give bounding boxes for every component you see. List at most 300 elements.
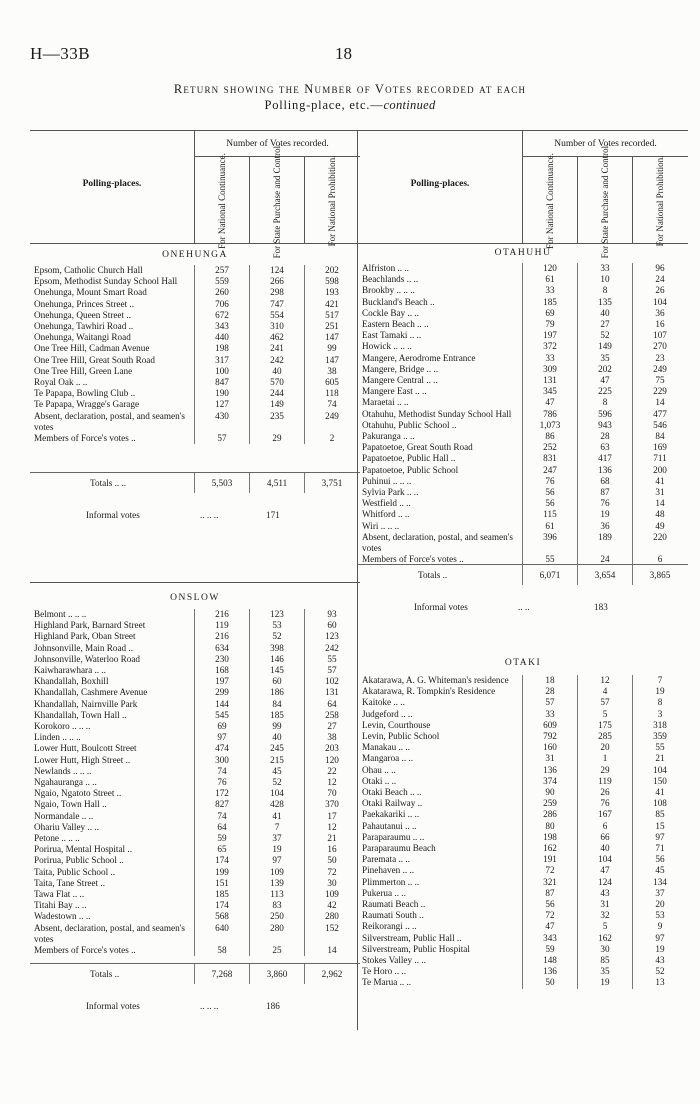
informal-value: 171 — [266, 510, 280, 520]
polling-place-name: Akatarawa, A. G. Whiteman's residence — [362, 675, 509, 685]
prohibition-votes: 27 — [304, 721, 359, 732]
prohibition-votes: 193 — [304, 287, 359, 298]
table-row — [358, 521, 688, 532]
prohibition-votes: 16 — [304, 844, 359, 855]
state-purchase-votes: 175 — [577, 720, 632, 731]
informal-dots: .. .. .. — [200, 510, 219, 520]
table-row — [30, 844, 360, 855]
col-heading-continuance-label: For National Continuance. — [217, 152, 227, 249]
col-heading-prohibition — [304, 157, 359, 244]
polling-place-name: Epsom, Methodist Sunday School Hall — [34, 276, 178, 287]
polling-place-name: Plimmerton .. .. — [362, 876, 420, 887]
page-ref: H—33B — [30, 44, 91, 63]
table-row — [358, 933, 688, 944]
polling-place-name: Mangere East .. .. — [362, 386, 427, 397]
state-purchase-votes: 104 — [577, 854, 632, 865]
continuance-votes: 61 — [522, 274, 577, 285]
state-purchase-votes: 97 — [249, 855, 304, 866]
state-purchase-votes: 8 — [577, 285, 632, 296]
prohibition-votes: 258 — [304, 710, 359, 721]
table-row — [358, 697, 688, 708]
polling-place-name: Porirua, Public School .. — [34, 855, 124, 866]
continuance-votes: 198 — [194, 343, 249, 354]
informal-label: Informal votes — [86, 1001, 140, 1011]
state-purchase-votes: 225 — [577, 386, 632, 397]
table-row — [358, 865, 688, 876]
table-row — [30, 654, 360, 665]
state-purchase-votes: 123 — [249, 609, 304, 620]
onslow-rows — [30, 609, 360, 956]
state-purchase-votes: 570 — [249, 377, 304, 388]
state-purchase-votes: 32 — [577, 910, 632, 921]
prohibition-votes: 477 — [632, 409, 687, 420]
prohibition-votes: 104 — [632, 297, 687, 308]
continuance-votes: 80 — [522, 821, 577, 832]
polling-place-name: Members of Force's votes .. — [34, 433, 136, 444]
prohibition-votes: 120 — [304, 755, 359, 766]
prohibition-votes: 22 — [304, 766, 359, 777]
continuance-votes: 136 — [522, 765, 577, 776]
state-purchase-votes: 167 — [577, 809, 632, 820]
table-row — [30, 321, 360, 332]
state-purchase-votes: 8 — [577, 397, 632, 408]
polling-place-name: Manakau .. .. — [362, 742, 410, 753]
table-row — [30, 732, 360, 743]
polling-place-name: Belmont .. .. .. — [34, 609, 87, 619]
table-row — [30, 799, 360, 810]
continuance-votes: 64 — [194, 822, 249, 833]
continuance-votes: 847 — [194, 377, 249, 388]
polling-place-name: Members of Force's votes .. — [362, 554, 464, 565]
prohibition-votes: 96 — [632, 263, 687, 274]
polling-place-name: Levin, Courthouse — [362, 719, 431, 730]
prohibition-votes: 147 — [304, 355, 359, 366]
state-purchase-votes: 215 — [249, 755, 304, 766]
state-purchase-votes: 149 — [577, 341, 632, 352]
continuance-votes: 190 — [194, 388, 249, 399]
table-row — [358, 442, 688, 453]
polling-place-name: Khandallah, Boxhill — [34, 676, 109, 687]
prohibition-votes: 13 — [632, 977, 687, 988]
table-row — [358, 944, 688, 955]
continuance-votes: 545 — [194, 710, 249, 721]
informal-value: 183 — [594, 602, 608, 612]
totals-state: 3,654 — [577, 565, 632, 585]
prohibition-votes: 8 — [632, 697, 687, 708]
polling-place-name: Otahuhu, Public School .. — [362, 419, 457, 430]
state-purchase-votes: 4 — [577, 686, 632, 697]
prohibition-votes: 36 — [632, 308, 687, 319]
table-row — [358, 776, 688, 787]
state-purchase-votes: 202 — [577, 364, 632, 375]
state-purchase-votes: 596 — [577, 409, 632, 420]
polling-place-name: Tawa Flat .. .. — [34, 889, 85, 900]
prohibition-votes: 118 — [304, 388, 359, 399]
table-row — [30, 833, 360, 844]
polling-place-name: Silverstream, Public Hospital — [362, 943, 470, 954]
table-row — [30, 332, 360, 343]
table-row — [30, 699, 360, 710]
polling-place-name: Johnsonville, Waterloo Road — [34, 653, 141, 664]
state-purchase-votes: 113 — [249, 889, 304, 900]
continuance-votes: 56 — [522, 487, 577, 498]
prohibition-votes: 23 — [632, 353, 687, 364]
continuance-votes: 69 — [522, 308, 577, 319]
col-heading-state-purchase — [577, 143, 632, 258]
prohibition-votes: 74 — [304, 399, 359, 410]
prohibition-votes: 12 — [304, 822, 359, 833]
informal-dots: .. .. .. — [200, 1001, 219, 1011]
state-purchase-votes: 24 — [577, 554, 632, 565]
state-purchase-votes: 83 — [249, 900, 304, 911]
polling-place-name: Epsom, Catholic Church Hall — [34, 265, 143, 275]
prohibition-votes: 9 — [632, 921, 687, 932]
polling-place-name: Ohariu Valley .. .. — [34, 821, 99, 832]
polling-place-name: Buckland's Beach .. — [362, 296, 435, 307]
table-row — [30, 411, 360, 433]
state-purchase-votes: 266 — [249, 276, 304, 287]
state-purchase-votes: 189 — [577, 532, 632, 554]
state-purchase-votes: 162 — [577, 933, 632, 944]
prohibition-votes: 14 — [632, 397, 687, 408]
section-heading-onehunga: ONEHUNGA — [162, 250, 228, 260]
table-row — [358, 274, 688, 285]
totals-continuance: 6,071 — [522, 565, 577, 585]
state-purchase-votes: 76 — [577, 798, 632, 809]
prohibition-votes: 93 — [304, 609, 359, 620]
table-row — [358, 330, 688, 341]
table-row — [358, 319, 688, 330]
polling-places-heading: Polling-places. — [82, 179, 142, 189]
state-purchase-votes: 5 — [577, 921, 632, 932]
polling-place-name: Te Marua .. .. — [362, 977, 412, 988]
prohibition-votes: 203 — [304, 743, 359, 754]
continuance-votes: 172 — [194, 788, 249, 799]
state-purchase-votes: 66 — [577, 832, 632, 843]
state-purchase-votes: 63 — [577, 442, 632, 453]
prohibition-votes: 53 — [632, 910, 687, 921]
informal-dots: .. .. — [518, 602, 530, 612]
polling-place-name: Levin, Public School — [362, 731, 440, 742]
polling-place-name: Sylvia Park .. .. — [362, 487, 419, 498]
state-purchase-votes: 53 — [249, 620, 304, 631]
continuance-votes: 247 — [522, 465, 577, 476]
table-row — [30, 388, 360, 399]
state-purchase-votes: 45 — [249, 766, 304, 777]
polling-place-name: Newlands .. .. .. — [34, 765, 92, 776]
polling-place-name: Puhinui .. .. .. — [362, 475, 412, 486]
state-purchase-votes: 33 — [577, 263, 632, 274]
col-heading-state-purchase-label: For State Purchase and Control. — [272, 143, 282, 258]
state-purchase-votes: 37 — [249, 833, 304, 844]
state-purchase-votes: 7 — [249, 822, 304, 833]
prohibition-votes: 14 — [632, 498, 687, 509]
continuance-votes: 136 — [522, 966, 577, 977]
table-row — [358, 809, 688, 820]
state-purchase-votes: 25 — [249, 945, 304, 956]
prohibition-votes: 38 — [304, 732, 359, 743]
prohibition-votes: 72 — [304, 867, 359, 878]
totals-label: Totals .. .. — [90, 478, 127, 488]
state-purchase-votes: 36 — [577, 521, 632, 532]
state-purchase-votes: 136 — [577, 465, 632, 476]
prohibition-votes: 229 — [632, 386, 687, 397]
state-purchase-votes: 29 — [577, 765, 632, 776]
continuance-votes: 343 — [194, 321, 249, 332]
state-purchase-votes: 47 — [577, 865, 632, 876]
prohibition-votes: 75 — [632, 375, 687, 386]
prohibition-votes: 152 — [304, 923, 359, 945]
state-purchase-votes: 30 — [577, 944, 632, 955]
continuance-votes: 568 — [194, 911, 249, 922]
prohibition-votes: 41 — [632, 787, 687, 798]
prohibition-votes: 21 — [304, 833, 359, 844]
prohibition-votes: 202 — [304, 265, 359, 276]
totals-prohibition: 2,962 — [304, 964, 359, 984]
prohibition-votes: 19 — [632, 944, 687, 955]
table-row — [30, 643, 360, 654]
polling-place-name: Kaitoke .. .. — [362, 697, 405, 708]
table-row — [358, 899, 688, 910]
prohibition-votes: 546 — [632, 420, 687, 431]
continuance-votes: 174 — [194, 900, 249, 911]
table-row — [30, 822, 360, 833]
onslow-totals-row — [30, 963, 360, 984]
continuance-votes: 185 — [194, 889, 249, 900]
prohibition-votes: 147 — [304, 332, 359, 343]
table-row — [358, 709, 688, 720]
state-purchase-votes: 40 — [577, 308, 632, 319]
state-purchase-votes: 417 — [577, 453, 632, 464]
continuance-votes: 792 — [522, 731, 577, 742]
polling-place-name: Alfriston .. .. — [362, 263, 409, 273]
table-row — [358, 731, 688, 742]
table-row — [358, 509, 688, 520]
table-row — [358, 341, 688, 352]
polling-place-name: Pahautanui .. .. — [362, 820, 417, 831]
prohibition-votes: 131 — [304, 687, 359, 698]
prohibition-votes: 85 — [632, 809, 687, 820]
polling-place-name: Absent, declaration, postal, and seamen's votes — [34, 922, 185, 944]
state-purchase-votes: 245 — [249, 743, 304, 754]
table-row — [30, 923, 360, 945]
table-row — [358, 798, 688, 809]
state-purchase-votes: 76 — [577, 498, 632, 509]
polling-place-name: Brookby .. .. .. — [362, 285, 415, 296]
polling-place-name: Highland Park, Barnard Street — [34, 620, 146, 631]
state-purchase-votes: 398 — [249, 643, 304, 654]
table-row — [30, 721, 360, 732]
prohibition-votes: 60 — [304, 620, 359, 631]
polling-place-name: Maraetai .. .. — [362, 397, 409, 408]
section-heading-otaki: OTAKI — [504, 658, 542, 668]
state-purchase-votes: 29 — [249, 433, 304, 444]
polling-place-name: Porirua, Mental Hospital .. — [34, 844, 132, 855]
table-row — [358, 453, 688, 464]
totals-continuance: 5,503 — [194, 473, 249, 493]
polling-place-name: Ohau .. .. — [362, 764, 396, 775]
table-row — [358, 966, 688, 977]
continuance-votes: 634 — [194, 643, 249, 654]
continuance-votes: 185 — [522, 297, 577, 308]
polling-place-name: Te Papapa, Bowling Club .. — [34, 388, 136, 399]
state-purchase-votes: 242 — [249, 355, 304, 366]
polling-place-name: Korokoro .. .. .. — [34, 721, 91, 732]
prohibition-votes: 109 — [304, 889, 359, 900]
continuance-votes: 309 — [522, 364, 577, 375]
continuance-votes: 198 — [522, 832, 577, 843]
continuance-votes: 57 — [194, 433, 249, 444]
polling-place-name: Taita, Tane Street .. — [34, 877, 105, 888]
polling-place-name: Royal Oak .. .. — [34, 377, 88, 388]
prohibition-votes: 7 — [632, 675, 687, 686]
polling-place-name: Judgeford .. .. — [362, 708, 413, 719]
prohibition-votes: 26 — [632, 285, 687, 296]
continuance-votes: 321 — [522, 877, 577, 888]
polling-place-name: Mangere, Aerodrome Entrance — [362, 352, 476, 363]
right-table-column — [357, 130, 687, 1030]
table-row — [358, 753, 688, 764]
prohibition-votes: 57 — [304, 665, 359, 676]
continuance-votes: 57 — [522, 697, 577, 708]
continuance-votes: 300 — [194, 755, 249, 766]
polling-place-name: Beachlands .. .. — [362, 274, 419, 285]
continuance-votes: 286 — [522, 809, 577, 820]
state-purchase-votes: 60 — [249, 676, 304, 687]
state-purchase-votes: 943 — [577, 420, 632, 431]
table-row — [30, 631, 360, 642]
prohibition-votes: 12 — [304, 777, 359, 788]
state-purchase-votes: 40 — [249, 366, 304, 377]
prohibition-votes: 50 — [304, 855, 359, 866]
table-row — [30, 945, 360, 956]
state-purchase-votes: 285 — [577, 731, 632, 742]
state-purchase-votes: 28 — [577, 431, 632, 442]
polling-place-name: Whitford .. .. — [362, 509, 410, 520]
polling-place-name: East Tamaki .. .. — [362, 330, 422, 341]
prohibition-votes: 37 — [632, 888, 687, 899]
polling-place-name: Paekakariki .. .. — [362, 809, 420, 820]
continuance-votes: 374 — [522, 776, 577, 787]
section-heading-onslow: ONSLOW — [170, 593, 220, 603]
prohibition-votes: 52 — [632, 966, 687, 977]
table-row — [358, 386, 688, 397]
table-row — [30, 665, 360, 676]
polling-place-name: One Tree Hill, Cadman Avenue — [34, 343, 150, 354]
totals-prohibition: 3,751 — [304, 473, 359, 493]
table-row — [30, 743, 360, 754]
state-purchase-votes: 57 — [577, 697, 632, 708]
state-purchase-votes: 20 — [577, 742, 632, 753]
state-purchase-votes: 149 — [249, 399, 304, 410]
table-row — [358, 955, 688, 966]
polling-place-name: Akatarawa, R. Tompkin's Residence — [362, 686, 496, 697]
table-row — [358, 476, 688, 487]
continuance-votes: 115 — [522, 509, 577, 520]
prohibition-votes: 318 — [632, 720, 687, 731]
state-purchase-votes: 40 — [577, 843, 632, 854]
prohibition-votes: 359 — [632, 731, 687, 742]
table-row — [358, 308, 688, 319]
state-purchase-votes: 186 — [249, 687, 304, 698]
totals-continuance: 7,268 — [194, 964, 249, 984]
table-row — [358, 686, 688, 697]
state-purchase-votes: 12 — [577, 675, 632, 686]
table-row — [358, 397, 688, 408]
polling-place-name: Mangere, Bridge .. .. — [362, 363, 439, 374]
continuance-votes: 28 — [522, 686, 577, 697]
continuance-votes: 191 — [522, 854, 577, 865]
state-purchase-votes: 250 — [249, 911, 304, 922]
continuance-votes: 74 — [194, 811, 249, 822]
polling-place-name: Paraparaumu .. .. — [362, 831, 425, 842]
votes-recorded-heading: Number of Votes recorded. — [522, 131, 688, 157]
state-purchase-votes: 235 — [249, 411, 304, 433]
table-row — [358, 832, 688, 843]
state-purchase-votes: 99 — [249, 721, 304, 732]
continuance-votes: 252 — [522, 442, 577, 453]
prohibition-votes: 123 — [304, 631, 359, 642]
continuance-votes: 76 — [522, 476, 577, 487]
table-row — [30, 276, 360, 287]
totals-state: 3,860 — [249, 964, 304, 984]
polling-place-name: Pakuranga .. .. — [362, 431, 415, 442]
onehunga-totals-row — [30, 472, 360, 493]
polling-place-name: Highland Park, Oban Street — [34, 631, 136, 642]
continuance-votes: 148 — [522, 955, 577, 966]
state-purchase-votes: 19 — [577, 509, 632, 520]
polling-place-name: Te Papapa, Wragge's Garage — [34, 399, 140, 410]
section-heading-otahuhu: OTAHUHU — [494, 248, 552, 258]
continuance-votes: 56 — [522, 899, 577, 910]
totals-state: 4,511 — [249, 473, 304, 493]
prohibition-votes: 14 — [304, 945, 359, 956]
prohibition-votes: 6 — [632, 554, 687, 565]
polling-place-name: Absent, declaration, postal, and seamen's votes — [362, 531, 513, 554]
prohibition-votes: 49 — [632, 521, 687, 532]
table-row — [358, 921, 688, 932]
continuance-votes: 59 — [194, 833, 249, 844]
continuance-votes: 216 — [194, 631, 249, 642]
table-row — [358, 888, 688, 899]
state-purchase-votes: 139 — [249, 878, 304, 889]
polling-place-name: Members of Force's votes .. — [34, 945, 136, 956]
polling-place-name: Paraparaumu Beach — [362, 843, 436, 854]
continuance-votes: 119 — [194, 620, 249, 631]
prohibition-votes: 242 — [304, 643, 359, 654]
totals-label: Totals .. — [90, 969, 120, 979]
continuance-votes: 609 — [522, 720, 577, 731]
table-row — [30, 889, 360, 900]
table-row — [358, 910, 688, 921]
polling-place-name: Silverstream, Public Hall .. — [362, 932, 462, 943]
polling-place-name: Howick .. .. .. — [362, 341, 412, 352]
polling-place-name: Westfield .. .. — [362, 498, 411, 509]
prohibition-votes: 249 — [304, 411, 359, 433]
table-row — [30, 811, 360, 822]
prohibition-votes: 15 — [632, 821, 687, 832]
continuance-votes: 50 — [522, 977, 577, 988]
table-row — [358, 498, 688, 509]
state-purchase-votes: 52 — [577, 330, 632, 341]
polling-place-name: Pinehaven .. .. — [362, 865, 415, 876]
table-row — [358, 977, 688, 988]
state-purchase-votes: 747 — [249, 299, 304, 310]
polling-place-name: Otaki Railway .. — [362, 798, 423, 809]
prohibition-votes: 70 — [304, 788, 359, 799]
table-row — [358, 821, 688, 832]
polling-place-name: Eastern Beach .. .. — [362, 319, 429, 330]
